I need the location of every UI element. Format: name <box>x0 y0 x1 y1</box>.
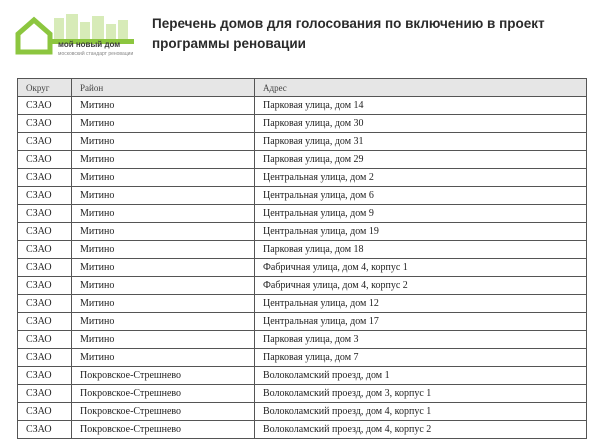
address-cell: Парковая улица, дом 29 <box>255 151 587 169</box>
table-row <box>18 133 587 151</box>
okrug-cell: СЗАО <box>18 331 72 349</box>
address-cell: Волоколамский проезд, дом 3, корпус 1 <box>255 385 587 403</box>
address-cell: Волоколамский проезд, дом 4, корпус 1 <box>255 403 587 421</box>
table-row <box>18 259 587 277</box>
address-cell: Парковая улица, дом 18 <box>255 241 587 259</box>
address-cell: Центральная улица, дом 19 <box>255 223 587 241</box>
houses-table <box>17 78 587 439</box>
okrug-cell: СЗАО <box>18 97 72 115</box>
rayon-cell: Покровское-Стрешнево <box>72 367 255 385</box>
table-row <box>18 205 587 223</box>
table-row <box>18 151 587 169</box>
table-row <box>18 169 587 187</box>
okrug-cell: СЗАО <box>18 421 72 439</box>
rayon-cell: Покровское-Стрешнево <box>72 403 255 421</box>
address-cell: Фабричная улица, дом 4, корпус 1 <box>255 259 587 277</box>
table-row <box>18 277 587 295</box>
okrug-cell: СЗАО <box>18 151 72 169</box>
rayon-cell: Митино <box>72 205 255 223</box>
table-row <box>18 187 587 205</box>
rayon-cell: Митино <box>72 295 255 313</box>
rayon-cell: Митино <box>72 151 255 169</box>
address-cell: Парковая улица, дом 14 <box>255 97 587 115</box>
address-cell: Фабричная улица, дом 4, корпус 2 <box>255 277 587 295</box>
okrug-cell: СЗАО <box>18 277 72 295</box>
address-cell: Центральная улица, дом 17 <box>255 313 587 331</box>
rayon-cell: Митино <box>72 331 255 349</box>
address-cell: Волоколамский проезд, дом 4, корпус 2 <box>255 421 587 439</box>
okrug-cell: СЗАО <box>18 115 72 133</box>
address-cell: Центральная улица, дом 9 <box>255 205 587 223</box>
table-row <box>18 223 587 241</box>
rayon-cell: Покровское-Стрешнево <box>72 421 255 439</box>
table-row <box>18 295 587 313</box>
address-cell: Центральная улица, дом 12 <box>255 295 587 313</box>
okrug-cell: СЗАО <box>18 205 72 223</box>
okrug-cell: СЗАО <box>18 403 72 421</box>
okrug-cell: СЗАО <box>18 169 72 187</box>
rayon-cell: Покровское-Стрешнево <box>72 385 255 403</box>
table-row <box>18 331 587 349</box>
okrug-cell: СЗАО <box>18 241 72 259</box>
rayon-cell: Митино <box>72 277 255 295</box>
rayon-cell: Митино <box>72 259 255 277</box>
okrug-cell: СЗАО <box>18 133 72 151</box>
rayon-cell: Митино <box>72 115 255 133</box>
rayon-cell: Митино <box>72 241 255 259</box>
okrug-cell: СЗАО <box>18 349 72 367</box>
address-cell: Парковая улица, дом 7 <box>255 349 587 367</box>
table-row <box>18 349 587 367</box>
okrug-cell: СЗАО <box>18 259 72 277</box>
address-cell: Парковая улица, дом 30 <box>255 115 587 133</box>
table-row <box>18 313 587 331</box>
address-cell: Волоколамский проезд, дом 1 <box>255 367 587 385</box>
rayon-cell: Митино <box>72 133 255 151</box>
header-rayon: Район <box>72 79 255 97</box>
page-title: Перечень домов для голосования по включению в проект программы реновации <box>152 16 545 51</box>
table-row <box>18 97 587 115</box>
okrug-cell: СЗАО <box>18 367 72 385</box>
rayon-cell: Митино <box>72 169 255 187</box>
header-address: Адрес <box>255 79 587 97</box>
address-cell: Парковая улица, дом 31 <box>255 133 587 151</box>
okrug-cell: СЗАО <box>18 313 72 331</box>
okrug-cell: СЗАО <box>18 295 72 313</box>
table-row <box>18 367 587 385</box>
header-okrug: Округ <box>18 79 72 97</box>
table-row <box>18 115 587 133</box>
logo-tagline: московский стандарт реновации <box>58 51 134 57</box>
okrug-cell: СЗАО <box>18 187 72 205</box>
address-cell: Центральная улица, дом 6 <box>255 187 587 205</box>
rayon-cell: Митино <box>72 313 255 331</box>
rayon-cell: Митино <box>72 187 255 205</box>
table-header-row <box>18 79 587 97</box>
table-row <box>18 385 587 403</box>
address-cell: Центральная улица, дом 2 <box>255 169 587 187</box>
okrug-cell: СЗАО <box>18 385 72 403</box>
logo-name: мой новый дом <box>58 40 121 49</box>
table-row <box>18 403 587 421</box>
table-row <box>18 241 587 259</box>
address-cell: Парковая улица, дом 3 <box>255 331 587 349</box>
okrug-cell: СЗАО <box>18 223 72 241</box>
rayon-cell: Митино <box>72 223 255 241</box>
rayon-cell: Митино <box>72 349 255 367</box>
rayon-cell: Митино <box>72 97 255 115</box>
